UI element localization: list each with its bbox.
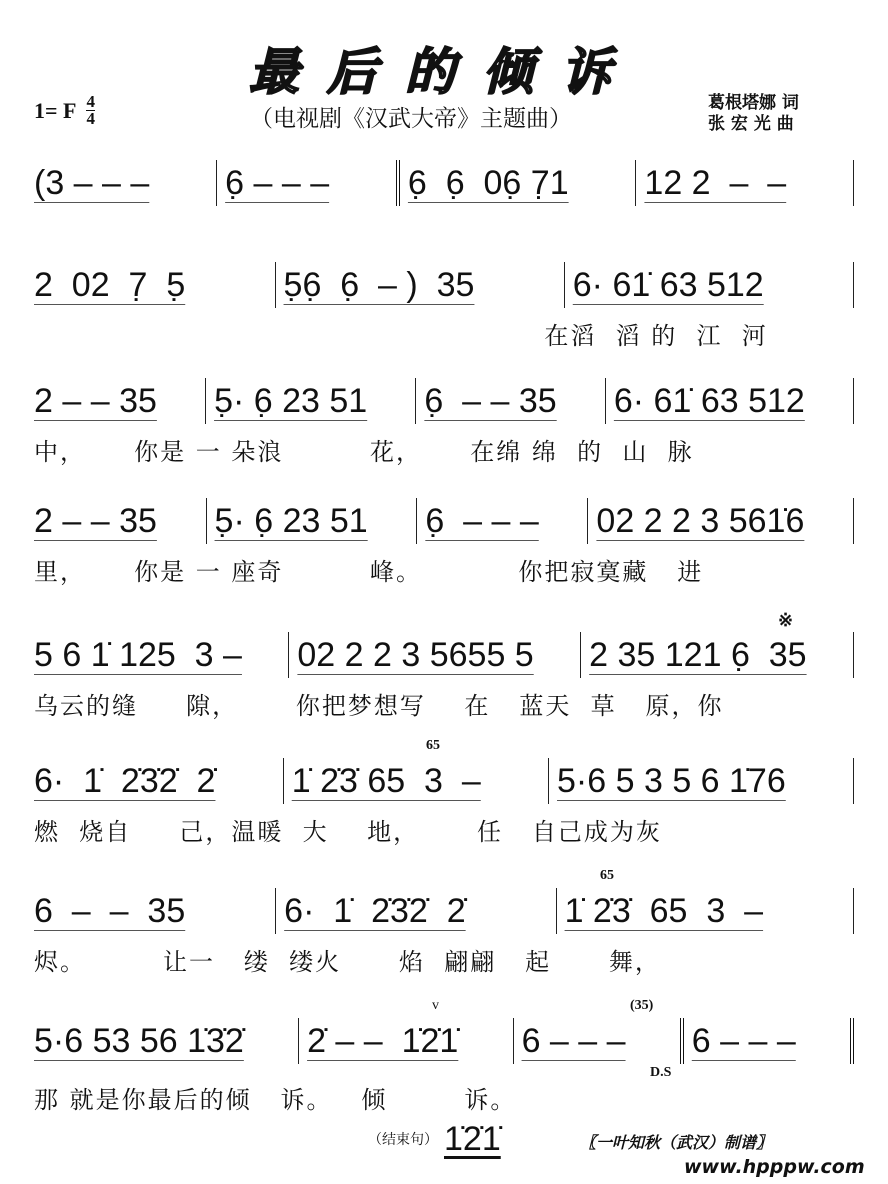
notes-line (34, 498, 854, 544)
lyrics-line: 燃 烧自 己，温暖 大 地， 任 自己成为灰 (34, 818, 662, 846)
segno-mark: ※ (778, 610, 794, 630)
ds-marking: D.S (650, 1065, 672, 1080)
website-watermark: www.hpppw.com (684, 1156, 865, 1178)
composer: 张 宏 光 曲 (708, 114, 794, 134)
lyrics-line: 中， 你是 一 朵浪 花， 在绵 绵 的 山 脉 (34, 438, 694, 466)
time-signature (86, 94, 95, 127)
grace-notes: 65 (426, 738, 440, 753)
measure: 1̇ 2̇3̇ 65 3 – (557, 888, 854, 934)
lyricist: 葛根塔娜 词 (708, 93, 799, 113)
score-system (34, 632, 854, 720)
notes-line (34, 632, 854, 678)
key-label: 1= F (34, 97, 77, 123)
measure: 5̣· 6̣ 23 51 (207, 498, 418, 544)
grace-notes-2: 65 (600, 868, 614, 883)
measure: 5·6 5 3 5 6 1̇76 (549, 758, 854, 804)
time-top: 4 (86, 92, 95, 111)
score-system (34, 888, 854, 976)
measure: 6 – – – (514, 1018, 684, 1064)
measure: 6 – – 35 (34, 888, 276, 934)
measure: 1̇ 2̇3̇ 65 3 – (284, 758, 549, 804)
notes-line (34, 378, 854, 424)
lyrics-line: 乌云的缝 隙， 你把梦想写 在 蓝天 草 原，你 (34, 692, 724, 720)
measure: 2 – – 35 (34, 378, 206, 424)
notes-line (34, 1018, 854, 1064)
measure: 6· 61̇ 63 512 (606, 378, 854, 424)
time-bottom: 4 (86, 109, 95, 128)
subtitle: （电视剧《汉武大帝》主题曲） (250, 106, 572, 132)
score-system (34, 378, 854, 466)
ending-label: （结束句） (368, 1132, 438, 1148)
lyrics-line: 在滔 滔 的 江 河 (34, 322, 768, 350)
lyrics-line: 烬。 让一 缕 缕火 焰 翩翩 起 舞， (34, 948, 661, 976)
source-credit: 〖一叶知秋（武汉）制谱〗 (580, 1133, 773, 1152)
measure: 6 – – – (684, 1018, 854, 1064)
credits (708, 93, 799, 135)
score-system (34, 498, 854, 586)
measure: 5̣· 6̣ 23 51 (206, 378, 416, 424)
measure: 6̣ – – 35 (416, 378, 606, 424)
measure: 6̣ 6̣ 06̣ 7̣1 (400, 160, 637, 206)
ds-note: (35) (630, 998, 654, 1013)
measure: 6̣ – – – (417, 498, 588, 544)
measure: 6· 1̇ 2̇3̇2̇ 2̇ (34, 758, 284, 804)
score-system (34, 758, 854, 846)
measure: (3 – – – (34, 160, 217, 206)
measure: 02 2 2 3 5655 5 (289, 632, 581, 678)
notes-line (34, 888, 854, 934)
measure: 5 6 1̇ 125 3 – (34, 632, 289, 678)
key-signature (34, 94, 95, 127)
score-system (34, 160, 854, 220)
notes-line (34, 160, 854, 206)
score-system (34, 262, 854, 350)
score-system (34, 1018, 854, 1114)
measure: 6· 61̇ 63 512 (565, 262, 854, 308)
measure: 2 – – 35 (34, 498, 207, 544)
notes-line (34, 758, 854, 804)
notes-line (34, 262, 854, 308)
measure: 2 02 7̣ 5̣ (34, 262, 276, 308)
measure: 5̣6̣ 6̣ – ) 35 (276, 262, 565, 308)
measure: 5·6 53 56 1̇3̇2̇ (34, 1018, 299, 1064)
breath-mark: v (432, 998, 439, 1013)
lyrics-line: 那 就是你最后的倾 诉。 倾 诉。 (34, 1086, 517, 1114)
measure: 6· 1̇ 2̇3̇2̇ 2̇ (276, 888, 556, 934)
song-title: 最后的倾诉 (249, 43, 639, 101)
measure: 2 35 121 6̣ 35 (581, 632, 854, 678)
measure: 02 2 2 3 561̇6 (588, 498, 854, 544)
measure: 2̇ – – 1̇2̇1̇ (299, 1018, 513, 1064)
measure: 6̣ – – – (217, 160, 400, 206)
ending-phrase (368, 1120, 501, 1158)
ending-notes: 1̇2̇1̇ (444, 1120, 501, 1158)
measure: 12 2 – – (636, 160, 854, 206)
lyrics-line: 里， 你是 一 座奇 峰。 你把寂寞藏 进 (34, 558, 704, 586)
